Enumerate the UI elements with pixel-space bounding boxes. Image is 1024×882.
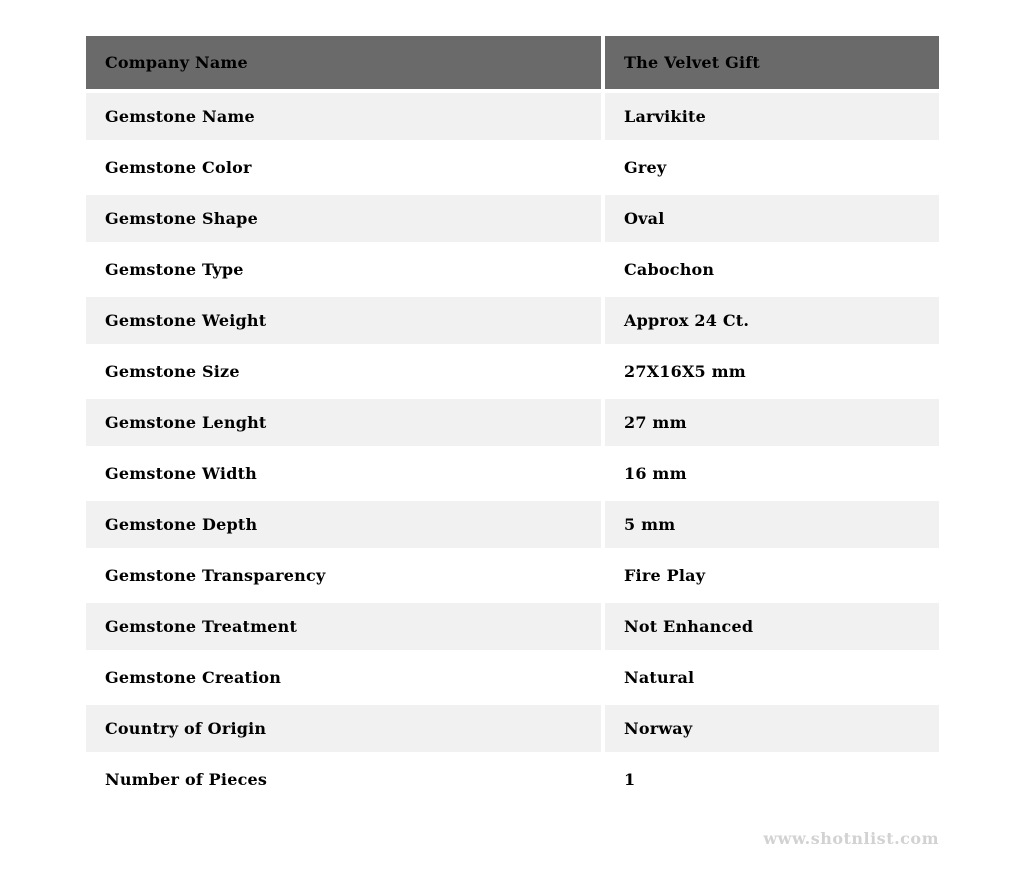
row-value: 27 mm — [605, 399, 939, 446]
row-value: Natural — [605, 654, 939, 701]
table-row — [86, 654, 939, 701]
row-label: Gemstone Color — [86, 144, 601, 191]
table-row — [86, 297, 939, 344]
row-label: Gemstone Transparency — [86, 552, 601, 599]
table-header-row — [86, 36, 939, 89]
table-row — [86, 603, 939, 650]
table-row — [86, 144, 939, 191]
gemstone-spec-table — [86, 36, 939, 807]
table-row — [86, 756, 939, 803]
table-row — [86, 246, 939, 293]
row-value: 1 — [605, 756, 939, 803]
table-row — [86, 705, 939, 752]
row-label: Gemstone Width — [86, 450, 601, 497]
table-row — [86, 450, 939, 497]
row-label: Gemstone Size — [86, 348, 601, 395]
row-label: Country of Origin — [86, 705, 601, 752]
row-value: 5 mm — [605, 501, 939, 548]
table-row — [86, 195, 939, 242]
row-value: 27X16X5 mm — [605, 348, 939, 395]
row-label: Gemstone Treatment — [86, 603, 601, 650]
row-label: Gemstone Creation — [86, 654, 601, 701]
table-row — [86, 93, 939, 140]
row-value: Fire Play — [605, 552, 939, 599]
row-value: Norway — [605, 705, 939, 752]
row-value: Approx 24 Ct. — [605, 297, 939, 344]
table-row — [86, 552, 939, 599]
header-value-cell: The Velvet Gift — [605, 36, 939, 89]
row-value: Grey — [605, 144, 939, 191]
row-value: Not Enhanced — [605, 603, 939, 650]
row-label: Gemstone Type — [86, 246, 601, 293]
table-row — [86, 399, 939, 446]
row-value: Cabochon — [605, 246, 939, 293]
row-label: Gemstone Depth — [86, 501, 601, 548]
row-value: Larvikite — [605, 93, 939, 140]
watermark-text: www.shotnlist.com — [763, 829, 939, 848]
row-value: 16 mm — [605, 450, 939, 497]
row-value: Oval — [605, 195, 939, 242]
header-label-cell: Company Name — [86, 36, 601, 89]
row-label: Number of Pieces — [86, 756, 601, 803]
row-label: Gemstone Weight — [86, 297, 601, 344]
row-label: Gemstone Shape — [86, 195, 601, 242]
table-row — [86, 348, 939, 395]
row-label: Gemstone Name — [86, 93, 601, 140]
row-label: Gemstone Lenght — [86, 399, 601, 446]
table-row — [86, 501, 939, 548]
